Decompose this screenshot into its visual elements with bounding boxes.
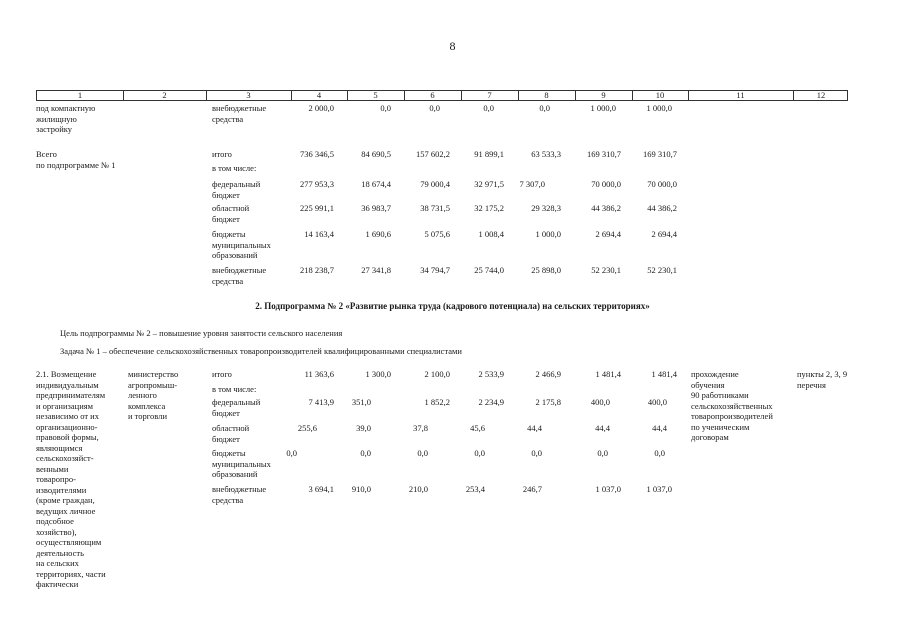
block3-value: 37,8 (413, 423, 428, 433)
block3-value: 1 037,0 (595, 484, 621, 494)
block3-source: федеральный бюджет (212, 397, 261, 418)
block2-value: 277 953,3 (300, 179, 334, 189)
block2-item: Всего по подпрограмме № 1 (36, 149, 116, 170)
block2-value: 32 175,2 (474, 203, 504, 213)
block1-value: 0,0 (380, 103, 391, 113)
block3-value: 45,6 (470, 423, 485, 433)
block3-source: итого (212, 369, 232, 379)
block3-reference: пункты 2, 3, 9 перечня (797, 369, 848, 390)
block2-value: 84 690,5 (361, 149, 391, 159)
block3-value: 2 100,0 (424, 369, 450, 379)
block2-value: 70 000,0 (647, 179, 677, 189)
block3-value: 246,7 (522, 484, 542, 494)
header-col-6: 6 (430, 90, 435, 100)
block2-value: 63 533,3 (531, 149, 561, 159)
block2-value: 157 602,2 (416, 149, 450, 159)
block2-source: внебюджетные средства (212, 265, 267, 286)
block3-value: 1 481,4 (651, 369, 677, 379)
block3-value: 210,0 (408, 484, 428, 494)
block2-source: бюджеты муниципальных образований (212, 229, 271, 260)
block3-value: 1 852,2 (424, 397, 450, 407)
block3-value: 0,0 (531, 448, 542, 458)
header-col-3: 3 (246, 90, 251, 100)
block2-value: 5 075,6 (424, 229, 450, 239)
block1-value: 2 000,0 (308, 103, 334, 113)
header-col-4: 4 (316, 90, 322, 100)
header-col-12: 12 (816, 90, 826, 100)
block2-value: 225 991,1 (300, 203, 334, 213)
block2-value: 169 310,7 (587, 149, 621, 159)
header-col-10: 10 (655, 90, 665, 100)
block3-value: 1 300,0 (365, 369, 391, 379)
block2-value: 1 008,4 (478, 229, 504, 239)
block3-value: 255,6 (297, 423, 317, 433)
header-col-9: 9 (601, 90, 606, 100)
block3-value: 400,0 (647, 397, 667, 407)
subprogram-task: Задача № 1 – обеспечение сельскохозяйственных товаропроизводителей квалифицированными специалистами (60, 346, 462, 356)
block3-value: 2 466,9 (535, 369, 561, 379)
header-col-5: 5 (373, 90, 378, 100)
block1-value: 1 000,0 (646, 103, 672, 113)
page-number: 8 (449, 39, 456, 53)
block2-value: 29 328,3 (531, 203, 561, 213)
header-col-1: 1 (77, 90, 83, 100)
block2-source: областной бюджет (212, 203, 250, 224)
block3-value: 0,0 (654, 448, 665, 458)
block3-indicator: прохождение обучения 90 работниками сельскохозяйственных товаропроизводителей по ученическим договорам (691, 369, 773, 442)
block2-value: 34 794,7 (420, 265, 450, 275)
block2-value: 218 238,7 (300, 265, 334, 275)
block2-value: 52 230,1 (591, 265, 621, 275)
header-col-11: 11 (736, 90, 745, 100)
block2-value: 25 898,0 (531, 265, 561, 275)
block2-value: 32 971,5 (474, 179, 504, 189)
header-col-7: 7 (487, 90, 492, 100)
block2-source: итого (212, 149, 232, 159)
block2-value: 1 000,0 (535, 229, 561, 239)
block2-value: 2 694,4 (595, 229, 621, 239)
block3-executor: министерство агропромыш- ленного комплекса и торговли (128, 369, 179, 421)
block3-value: 44,4 (527, 423, 542, 433)
block3-value: 44,4 (652, 423, 667, 433)
block3-value: 2 175,8 (535, 397, 561, 407)
block2-value: 14 163,4 (304, 229, 334, 239)
block2-value: 44 386,2 (647, 203, 677, 213)
block1-value: 0,0 (429, 103, 440, 113)
block3-item: 2.1. Возмещение индивидуальным предпринимателям и организациям независимо от их организационно- правовой формы, являющимся сельскохозяйст- венными товаропро- изводителями (кроме граждан, ведущих личное подсобное хозяйство), осуществляющим деятельность на сельских территориях, части фактически (36, 369, 106, 589)
block2-value: 52 230,1 (647, 265, 677, 275)
block3-value: 44,4 (595, 423, 610, 433)
block1-value: 1 000,0 (590, 103, 616, 113)
block3-source: областной бюджет (212, 423, 250, 444)
table-header (36, 90, 848, 101)
block2-value: 7 307,0 (519, 179, 545, 189)
block1-item: под компактную жилищную застройку (36, 103, 96, 134)
block1-value: 0,0 (483, 103, 494, 113)
block3-value: 3 694,1 (308, 484, 334, 494)
block2-source: в том числе: (212, 163, 257, 173)
block1-source: внебюджетные средства (212, 103, 267, 124)
block1-value: 0,0 (539, 103, 550, 113)
block3-value: 11 363,6 (304, 369, 334, 379)
block3-value: 0,0 (286, 448, 297, 458)
block2-value: 38 731,5 (420, 203, 450, 213)
block2-value: 25 744,0 (474, 265, 504, 275)
block3-source: бюджеты муниципальных образований (212, 448, 271, 479)
block2-value: 91 899,1 (474, 149, 504, 159)
block2-value: 44 386,2 (591, 203, 621, 213)
subprogram-goal: Цель подпрограммы № 2 – повышение уровня занятости сельского населения (60, 328, 343, 338)
block3-value: 39,0 (356, 423, 371, 433)
block3-value: 0,0 (474, 448, 485, 458)
block3-value: 0,0 (597, 448, 608, 458)
block3-value: 2 234,9 (478, 397, 504, 407)
block3-value: 1 481,4 (595, 369, 621, 379)
block3-value: 2 533,9 (478, 369, 504, 379)
block3-source: внебюджетные средства (212, 484, 267, 505)
block2-source: федеральный бюджет (212, 179, 261, 200)
header-col-2: 2 (162, 90, 167, 100)
header-col-8: 8 (544, 90, 549, 100)
block2-value: 1 690,6 (365, 229, 391, 239)
block2-value: 736 346,5 (300, 149, 334, 159)
block3-value: 910,0 (351, 484, 371, 494)
block3-value: 351,0 (351, 397, 371, 407)
block2-value: 2 694,4 (651, 229, 677, 239)
block3-value: 7 413,9 (308, 397, 334, 407)
block3-value: 253,4 (465, 484, 485, 494)
block3-source: в том числе: (212, 384, 257, 394)
subprogram-heading: 2. Подпрограмма № 2 «Развитие рынка труда (кадрового потенциала) на сельских территориях» (255, 301, 650, 311)
block2-value: 79 000,4 (420, 179, 450, 189)
block3-value: 1 037,0 (646, 484, 672, 494)
block2-value: 27 341,8 (361, 265, 391, 275)
block3-value: 0,0 (360, 448, 371, 458)
block2-value: 70 000,0 (591, 179, 621, 189)
block2-value: 36 983,7 (361, 203, 391, 213)
block3-value: 0,0 (417, 448, 428, 458)
block3-value: 400,0 (590, 397, 610, 407)
block2-value: 18 674,4 (361, 179, 391, 189)
block2-value: 169 310,7 (643, 149, 677, 159)
